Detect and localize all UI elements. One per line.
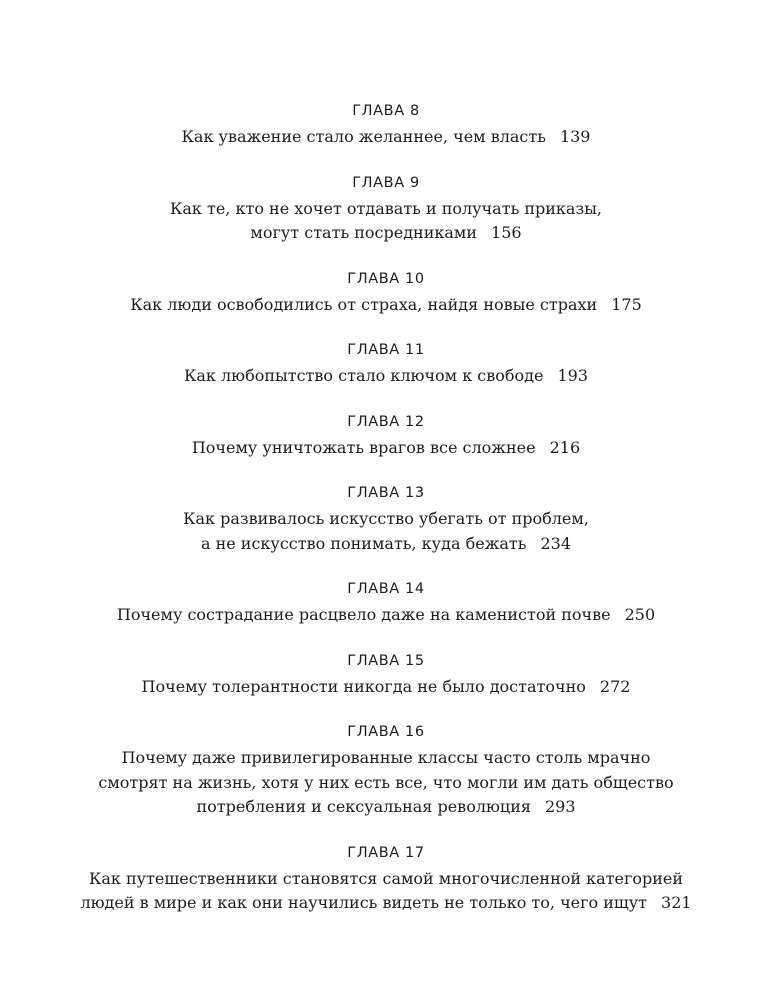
chapter-title-line: смотрят на жизнь, хотя у них есть все, что могли им дать общество	[98, 772, 674, 792]
chapter-title	[0, 507, 772, 556]
chapter-title	[0, 436, 772, 461]
chapter-label: ГЛАВА 12	[347, 413, 425, 430]
chapter-title-text: Как уважение стало желаннее, чем власть	[181, 127, 546, 146]
toc-entry-chapter-14	[0, 579, 772, 628]
page-number: 321	[661, 893, 692, 912]
chapter-title-text: Как люди освободились от страха, найдя новые страхи	[130, 294, 598, 314]
page-number: 250	[624, 605, 656, 624]
chapter-label: ГЛАВА 16	[347, 724, 425, 740]
chapter-title	[0, 125, 772, 150]
chapter-label: ГЛАВА 9	[352, 174, 420, 191]
toc-entry-chapter-10	[0, 269, 772, 318]
page-number: 293	[544, 797, 576, 816]
chapter-title-line: Почему даже привилегированные классы часто столь мрачно	[121, 748, 651, 767]
toc-entry-chapter-9	[0, 173, 772, 246]
chapter-title-text: Почему сострадание расцвело даже на каменистой почве	[116, 605, 611, 624]
page-number: 272	[599, 676, 631, 696]
toc-entry-chapter-12	[0, 412, 772, 461]
toc-entry-chapter-13	[0, 483, 772, 556]
page-number: 139	[559, 127, 591, 146]
chapter-title-text: Почему уничтожать врагов все сложнее	[191, 437, 536, 457]
chapter-title-line	[0, 795, 772, 820]
chapter-title	[0, 867, 772, 916]
chapter-title-line	[0, 364, 772, 389]
chapter-title-line	[0, 221, 772, 246]
chapter-label: ГЛАВА 11	[347, 342, 425, 358]
chapter-title	[0, 293, 772, 318]
chapter-title-line	[0, 532, 772, 557]
chapter-title-line	[0, 125, 772, 150]
chapter-title-text: могут стать посредниками	[250, 223, 478, 242]
page-number: 216	[549, 437, 581, 457]
chapter-label: ГЛАВА 15	[347, 652, 425, 669]
chapter-title-text: Почему толерантности никогда не было достаточно	[141, 676, 586, 696]
toc-entry-chapter-15	[0, 651, 772, 700]
chapter-title	[0, 197, 772, 246]
chapter-title-text: а не искусство понимать, куда бежать	[200, 533, 527, 553]
chapter-title	[0, 364, 772, 389]
chapter-title	[0, 746, 772, 820]
chapter-title-line: Как развивалось искусство убегать от проблем,	[183, 509, 589, 528]
chapter-label: ГЛАВА 14	[347, 581, 425, 597]
toc-entry-chapter-16	[0, 722, 772, 820]
chapter-title-line	[0, 891, 772, 916]
chapter-title-line	[0, 675, 772, 700]
toc-entry-chapter-17	[0, 843, 772, 916]
chapter-title	[0, 675, 772, 700]
chapter-title-line	[0, 603, 772, 628]
chapter-label: ГЛАВА 10	[347, 270, 425, 287]
page-number: 175	[611, 294, 642, 314]
chapter-title-text: Как любопытство стало ключом к свободе	[183, 366, 544, 385]
chapter-title-line	[0, 293, 772, 318]
chapter-label: ГЛАВА 13	[347, 485, 425, 501]
page-number: 234	[540, 533, 572, 553]
page-number: 193	[557, 366, 589, 385]
table-of-contents	[0, 101, 772, 916]
chapter-title-text: людей в мире и как они научились видеть не только то, чего ищут	[80, 893, 648, 912]
toc-entry-chapter-11	[0, 340, 772, 389]
chapter-title	[0, 603, 772, 628]
toc-entry-chapter-8	[0, 101, 772, 150]
chapter-title-text: потребления и сексуальная революция	[196, 797, 531, 816]
chapter-label: ГЛАВА 17	[347, 844, 425, 861]
page-number: 156	[491, 223, 522, 242]
chapter-label: ГЛАВА 8	[352, 103, 420, 119]
chapter-title-line	[0, 436, 772, 461]
chapter-title-line: Как те, кто не хочет отдавать и получать приказы,	[169, 198, 603, 218]
chapter-title-line: Как путешественники становятся самой многочисленной категорией	[88, 868, 684, 888]
